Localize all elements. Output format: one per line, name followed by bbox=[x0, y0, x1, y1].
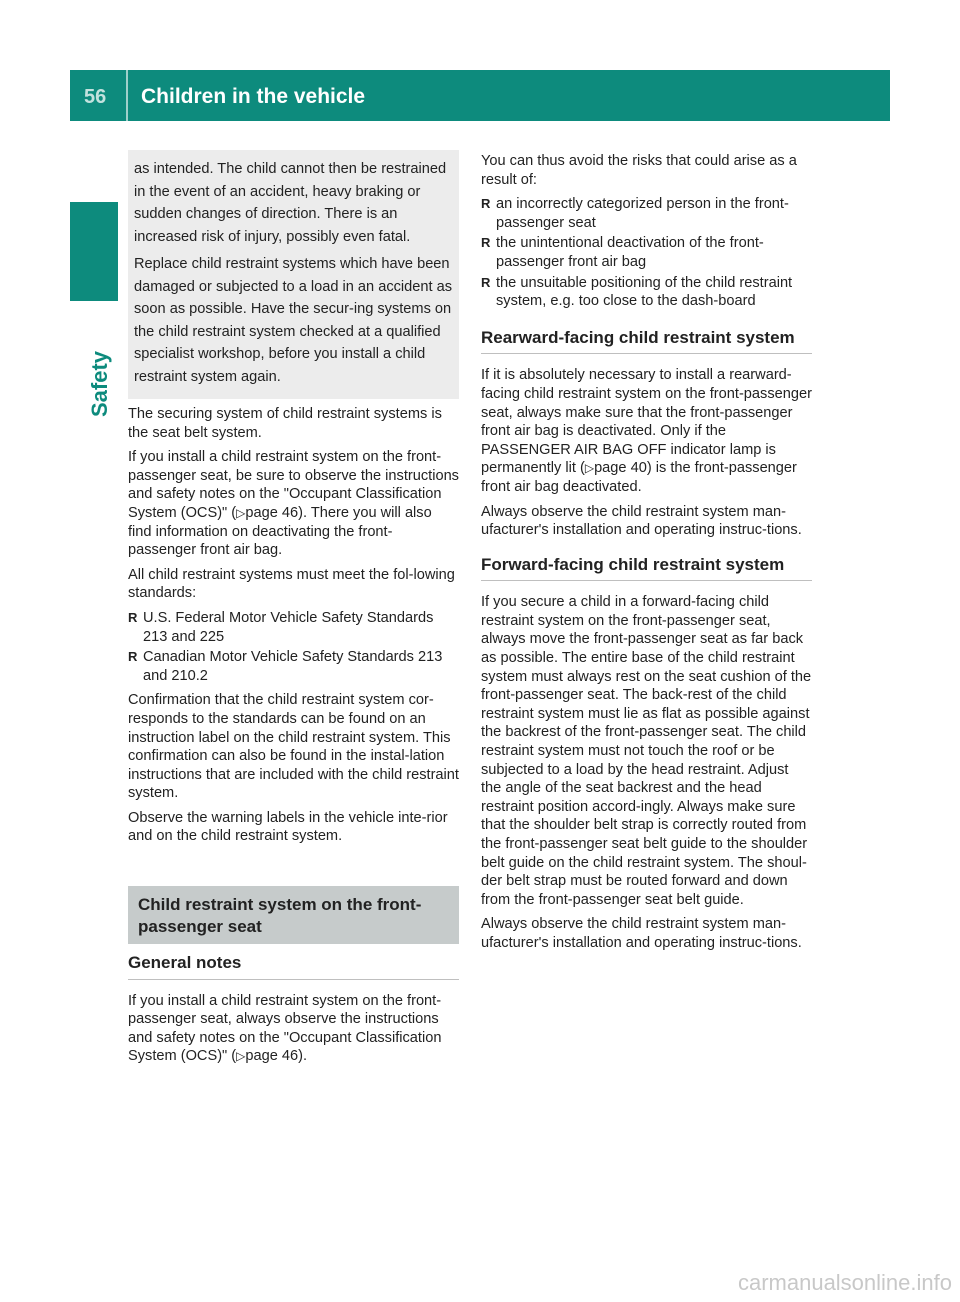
paragraph-confirmation: Confirmation that the child restraint system cor-responds to the standards can be found on an instruction label on the child restraint system. This confirmation can also be found in the instal-lation instructions that are included with the child restraint system. bbox=[128, 692, 459, 802]
standards-list bbox=[128, 609, 459, 685]
watermark: carmanualsonline.info bbox=[737, 1270, 952, 1295]
paragraph-securing-system: The securing system of child restraint systems is the seat belt system. bbox=[128, 406, 442, 441]
page-ref-arrow-icon: ▷ bbox=[236, 505, 246, 520]
right-column bbox=[481, 152, 812, 959]
warning-text-1: as intended. The child cannot then be restrained in the event of an accident, heavy braking or sudden changes of direction. There is an increased risk of injury, possibly even fatal. bbox=[134, 161, 447, 245]
paragraph-forward-manufacturer: Always observe the child restraint system man-ufacturer's installation and operating instruc-tions. bbox=[481, 916, 802, 951]
paragraph-rearward: If it is absolutely necessary to install a rearward-facing child restraint system on the front-passenger seat, always make sure that the front-passenger front air bag is deactivated. Only if the PASSENGER AIR BAG OFF indicator lamp is permanently lit (▷page 40) is the front-passenger front air bag deactivated. bbox=[481, 367, 812, 495]
bullet-icon: R bbox=[481, 274, 491, 290]
paragraph-rearward-manufacturer: Always observe the child restraint system man-ufacturer's installation and operating instruc-tions. bbox=[481, 503, 802, 539]
subsection-heading-general: General notes bbox=[128, 954, 459, 980]
bullet-icon: R bbox=[481, 196, 491, 212]
header-divider bbox=[126, 70, 128, 121]
paragraph-standards-intro: All child restraint systems must meet the fol-lowing standards: bbox=[128, 566, 455, 602]
subsection-heading-forward: Forward-facing child restraint system bbox=[481, 556, 812, 582]
paragraph-general-notes: If you install a child restraint system on the front-passenger seat, always observe the instructions and safety notes on the "Occupant Classification System (OCS)" (▷page 46). bbox=[128, 992, 442, 1065]
paragraph-install-front-seat: If you install a child restraint system on the front-passenger seat, be sure to observe the instructions and safety notes on the "Occupant Classification System (OCS)" (▷page 46). There you will also find information on deactivating the front-passenger front air bag. bbox=[128, 449, 459, 559]
list-item: R the unintentional deactivation of the front-passenger front air bag bbox=[481, 235, 764, 270]
section-tab-label: Safety bbox=[87, 350, 112, 418]
page-ref-arrow-icon: ▷ bbox=[584, 461, 595, 476]
bullet-icon: R bbox=[128, 649, 138, 665]
bullet-icon: R bbox=[128, 609, 138, 625]
paragraph-warning-labels: Observe the warning labels in the vehicle inte-rior and on the child restraint system. bbox=[128, 809, 448, 845]
list-item: R Canadian Motor Vehicle Safety Standards 213 and 210.2 bbox=[128, 649, 443, 684]
page-header bbox=[70, 70, 890, 121]
warning-text-2: Replace child restraint systems which have been damaged or subjected to a load in an accident as soon as possible. Have the secur-ing systems on the child restraint system checked at a qualified specialist workshop, before you install a child restraint system again. bbox=[134, 256, 453, 385]
list-item: R an incorrectly categorized person in the front-passenger seat bbox=[481, 196, 789, 231]
risks-list bbox=[481, 195, 812, 311]
section-heading: Child restraint system on the front-passenger seat bbox=[128, 886, 459, 944]
page-ref-arrow-icon: ▷ bbox=[236, 1049, 246, 1064]
page-46-link[interactable]: page 46 bbox=[245, 1048, 299, 1065]
page-40-link[interactable]: page 40 bbox=[594, 460, 647, 477]
warning-box bbox=[128, 150, 459, 399]
list-item: R the unsuitable positioning of the child restraint system, e.g. too close to the dash-board bbox=[481, 274, 793, 310]
paragraph-forward: If you secure a child in a forward-facing child restraint system on the front-passenger seat, always move the front-passenger seat as far back as possible. The entire base of the child restraint system must always rest on the seat cushion of the front-passenger seat. The back-rest of the child restraint system must lie as flat as possible against the backrest of the front-passenger seat. The child restraint system must not touch the roof or be subjected to a load by the head restraint. Adjust the angle of the seat backrest and the head restraint position accord-ingly. Always make sure that the shoulder belt strap is correctly routed from the front-passenger seat belt guide to the shoulder belt guide on the child restraint system. The shoul-der belt strap must be routed forward and down from the front-passenger seat belt guide. bbox=[481, 594, 812, 908]
chapter-title: Children in the vehicle bbox=[141, 85, 366, 108]
page-number: 56 bbox=[84, 86, 107, 108]
list-item: R U.S. Federal Motor Vehicle Safety Standards 213 and 225 bbox=[128, 609, 434, 645]
bullet-icon: R bbox=[481, 235, 491, 251]
page-46-link[interactable]: page 46 bbox=[245, 504, 299, 521]
paragraph-risks-intro: You can thus avoid the risks that could arise as a result of: bbox=[481, 153, 797, 188]
section-tab-marker bbox=[70, 202, 118, 301]
left-column bbox=[128, 150, 459, 1072]
subsection-heading-rearward: Rearward-facing child restraint system bbox=[481, 329, 812, 355]
